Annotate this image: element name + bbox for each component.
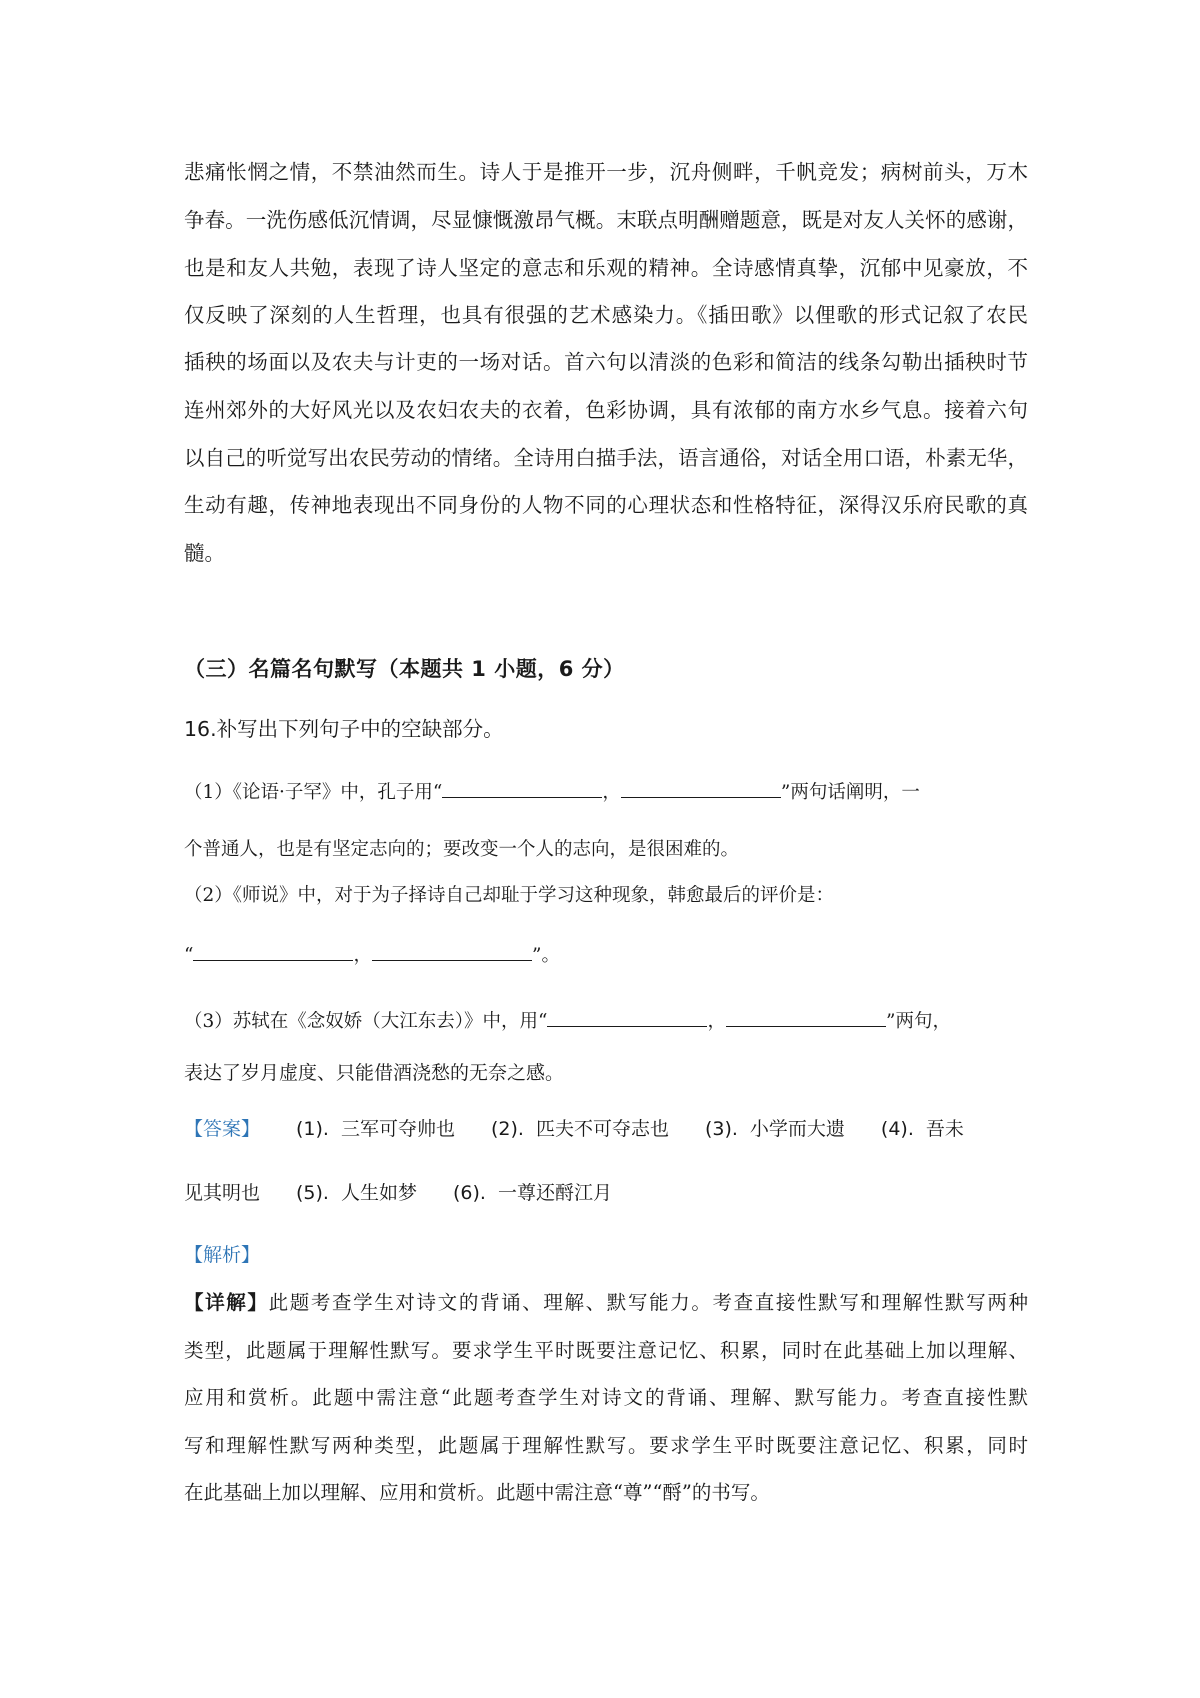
answer-item-number: (2). [490,1118,524,1140]
answer-item-text: 人生如梦 [340,1182,417,1204]
answer-blank[interactable] [726,1004,886,1027]
answer-wrap-text: 见其明也 [184,1182,261,1204]
answer-blank[interactable] [621,775,781,798]
answer-tag: 【答案】 [184,1118,261,1140]
item-2-mid: ， [353,945,372,966]
explanation-line: 应用和赏析。此题中需注意“此题考查学生对诗文的背诵、理解、默写能力。考查直接性默 [184,1386,1028,1409]
item-3-suffix: ”两句， [886,1011,951,1032]
explanation-line: 写和理解性默写两种类型，此题属于理解性默写。要求学生平时既要注意记忆、积累，同时 [184,1434,1028,1457]
detail-tag: 【详解】 [184,1291,269,1314]
explanation-line [184,1288,1028,1318]
section-heading: （三）名篇名句默写（本题共 1 小题，6 分） [184,657,625,681]
answer-blank[interactable] [442,775,602,798]
item-1-prefix: （1）《论语·子罕》中，孔子用“ [184,782,443,803]
answer-item-text: 小学而大遗 [749,1118,845,1140]
answer-item-number: (4). [880,1118,914,1140]
analysis-line: 也是和友人共勉，表现了诗人坚定的意志和乐观的精神。全诗感情真挚，沉郁中见豪放，不 [184,256,1028,280]
item-1-mid: ， [602,782,621,803]
explanation-text: 此题考查学生对诗文的背诵、理解、默写能力。考查直接性默写和理解性默写两种 [268,1291,1028,1314]
question-item-3 [184,1004,1028,1037]
item-3-mid: ， [707,1011,726,1032]
explanation-tag: 【解析】 [184,1244,261,1266]
answer-item-number: (1). [296,1118,329,1140]
answer-item-text: 一尊还酹江月 [497,1182,612,1204]
question-stem [184,714,1028,744]
analysis-line: 连州郊外的大好风光以及农妇农夫的衣着，色彩协调，具有浓郁的南方水乡气息。接着六句 [184,398,1028,422]
analysis-line: 髓。 [184,541,225,565]
answer-item-text: 三军可夺帅也 [340,1118,455,1140]
item-1-suffix: ”两句话阐明，一 [780,782,920,803]
analysis-line: 以自己的听觉写出农民劳动的情绪。全诗用白描手法，语言通俗，对话全用口语，朴素无华， [184,446,1028,470]
answer-item-text: 吾未 [925,1118,964,1140]
explanation-line: 在此基础上加以理解、应用和赏析。此题中需注意“尊”“酹”的书写。 [184,1481,770,1504]
item-3-prefix: （3）苏轼在《念奴娇（大江东去）》中，用“ [184,1011,548,1032]
question-item-1 [184,775,1028,808]
analysis-line: 争春。一洗伤感低沉情调，尽显慷慨激昂气概。末联点明酬赠题意，既是对友人关怀的感谢， [184,208,1028,232]
answer-item-text: 匹夫不可夺志也 [535,1118,669,1140]
item-2-close: ”。 [531,945,560,966]
answer-line [184,1114,1028,1144]
question-item-3-cont: 表达了岁月虚度、只能借酒浇愁的无奈之感。 [184,1062,565,1084]
answer-line-2 [184,1178,1028,1208]
question-item-2-blanks [184,938,1028,971]
analysis-line: 插秧的场面以及农夫与计吏的一场对话。首六句以清淡的色彩和简洁的线条勾勒出插秧时节 [184,350,1028,374]
analysis-line: 仅反映了深刻的人生哲理，也具有很强的艺术感染力。《插田歌》以俚歌的形式记叙了农民 [184,303,1028,327]
answer-blank[interactable] [547,1004,707,1027]
explanation-line: 类型，此题属于理解性默写。要求学生平时既要注意记忆、积累，同时在此基础上加以理解、 [184,1339,1028,1362]
question-stem-text: 补写出下列句子中的空缺部分。 [216,717,504,741]
analysis-line: 生动有趣，传神地表现出不同身份的人物不同的心理状态和性格特征，深得汉乐府民歌的真 [184,493,1028,517]
answer-item-number: (3). [704,1118,738,1140]
analysis-line: 悲痛怅惘之情，不禁油然而生。诗人于是推开一步，沉舟侧畔，千帆竞发；病树前头，万木 [184,160,1028,184]
question-number: 16. [184,717,217,741]
item-2-open: “ [184,945,194,966]
answer-item-number: (6). [452,1182,486,1204]
question-item-1-cont: 个普通人，也是有坚定志向的；要改变一个人的志向，是很困难的。 [184,839,740,860]
answer-blank[interactable] [193,938,353,961]
question-item-2: （2）《师说》中，对于为子择诗自己却耻于学习这种现象，韩愈最后的评价是： [184,885,835,906]
answer-blank[interactable] [372,938,532,961]
answer-item-number: (5). [296,1182,329,1204]
